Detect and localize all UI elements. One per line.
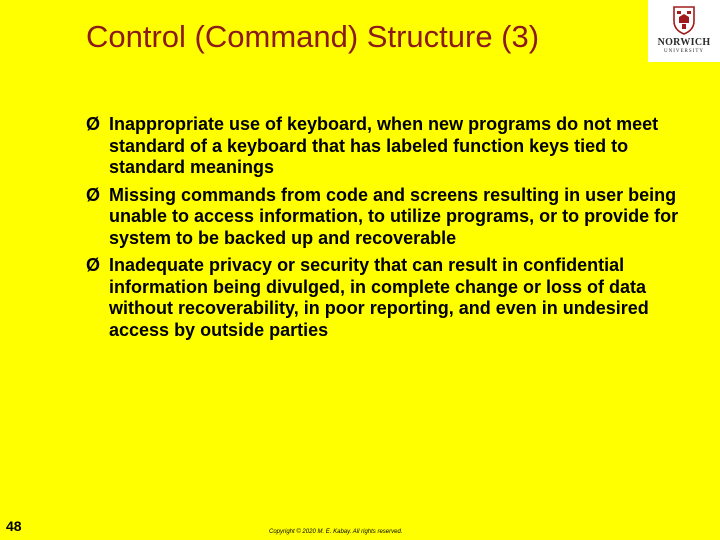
bullet-item — [86, 185, 701, 250]
arrow-bullet-icon: Ø — [86, 184, 101, 205]
norwich-university-logo — [648, 0, 720, 62]
bullet-item — [86, 255, 701, 341]
logo-name: NORWICH — [657, 37, 711, 48]
slide-title: Control (Command) Structure (3) — [86, 19, 540, 54]
arrow-bullet-icon: Ø — [86, 255, 101, 275]
bullet-text: Inadequate privacy or security that can result in confidential information being divulged, in complete change or loss of data without recoverability, in poor reporting, and even in undesired access by outside parties — [109, 255, 649, 340]
copyright-notice: Copyright © 2020 M. E. Kabay. All rights reserved. — [269, 529, 403, 535]
logo-subtitle: UNIVERSITY — [664, 49, 704, 54]
page-number: 48 — [6, 518, 22, 534]
bullet-list — [86, 114, 701, 347]
arrow-bullet-icon: Ø — [86, 114, 101, 134]
bullet-item — [86, 114, 701, 179]
bullet-text: Missing commands from code and screens resulting in user being unable to access information, to utilize programs, or to provide for system to be backed up and recoverable — [109, 184, 679, 248]
bullet-text: Inappropriate use of keyboard, when new programs do not meet standard of a keyboard that has labeled function keys tied to standard meanings — [109, 114, 659, 177]
university-seal-icon — [672, 5, 696, 35]
